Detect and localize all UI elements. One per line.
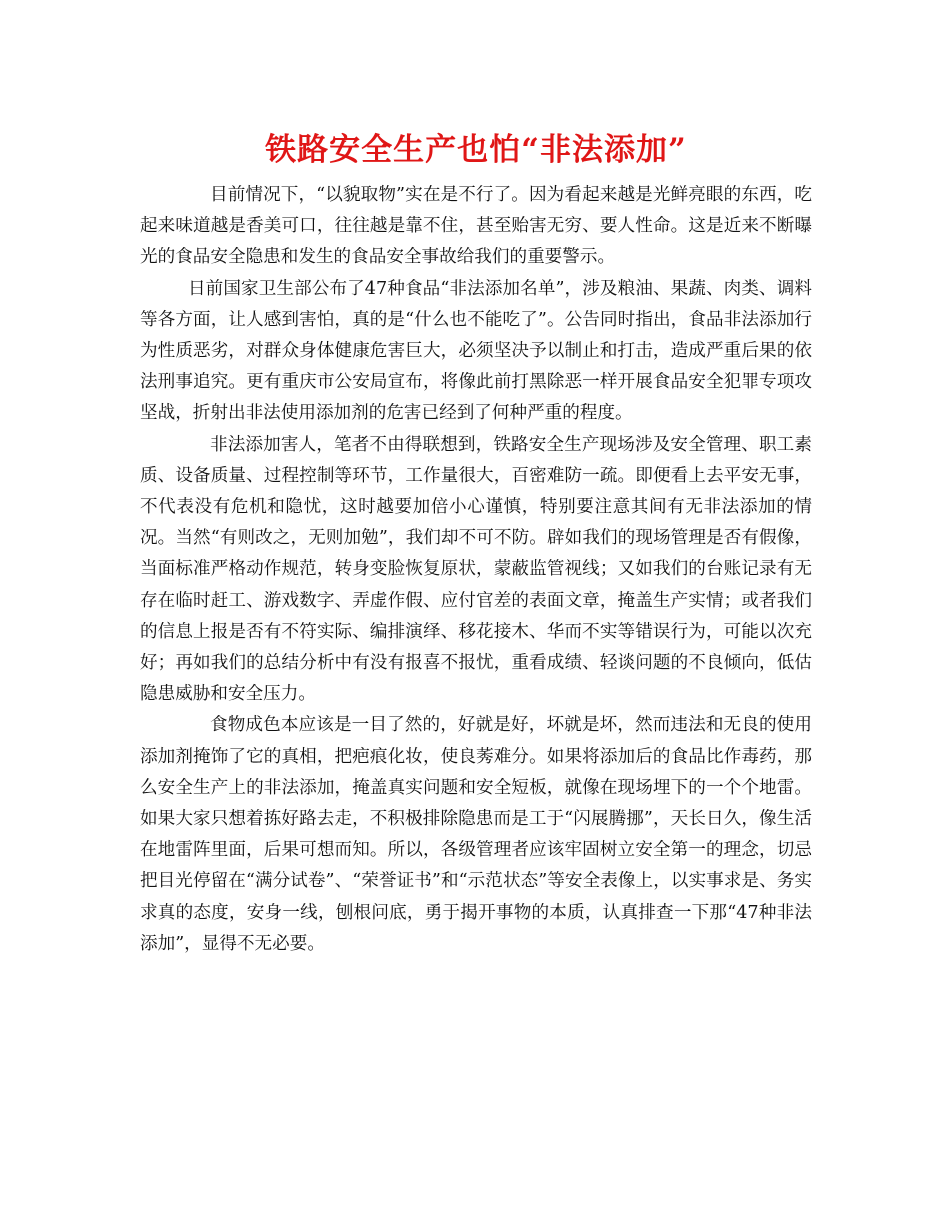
document-title: 铁路安全生产也怕“非法添加”: [265, 132, 687, 168]
paragraph-4: 食物成色本应该是一目了然的，好就是好，坏就是坏，然而违法和无良的使用添加剂掩饰了它的真相，把疤痕化妆，使良莠难分。如果将添加后的食品比作毒药，那么安全生产上的非法添加，掩盖真实问题和安全短板，就像在现场埋下的一个个地雷。如果大家只想着拣好路去走，不积极排除隐患而是工于“闪展腾挪”，天长日久，像生活在地雷阵里面，后果可想而知。所以，各级管理者应该牢固树立安全第一的理念，切忌把目光停留在“满分试卷”、“荣誉证书”和“示范状态”等安全表像上，以实事求是、务实求真的态度，安身一线，刨根问底，勇于揭开事物的本质，认真排查一下那“47种非法添加”，显得不无必要。: [140, 715, 812, 954]
paragraph-2: 日前国家卫生部公布了47种食品“非法添加名单”，涉及粮油、果蔬、肉类、调料等各方面，让人感到害怕，真的是“什么也不能吃了”。公告同时指出，食品非法添加行为性质恶劣，对群众身体健康危害巨大，必须坚决予以制止和打击，造成严重后果的依法刑事追究。更有重庆市公安局宣布，将像此前打黑除恶一样开展食品安全犯罪专项攻坚战，折射出非法使用添加剂的危害已经到了何种严重的程度。: [140, 278, 812, 424]
paragraph-3: 非法添加害人，笔者不由得联想到，铁路安全生产现场涉及安全管理、职工素质、设备质量、过程控制等环节，工作量很大，百密难防一疏。即便看上去平安无事，不代表没有危机和隐忧，这时越要加倍小心谨慎，特别要注意其间有无非法添加的情况。当然“有则改之，无则加勉”，我们却不可不防。辟如我们的现场管理是否有假像，当面标准严格动作规范，转身变脸恢复原状，蒙蔽监管视线；又如我们的台账记录有无存在临时赶工、游戏数字、弄虚作假、应付官差的表面文章，掩盖生产实情；或者我们的信息上报是否有不符实际、编排演绎、移花接木、华而不实等错误行为，可能以次充好；再如我们的总结分析中有没有报喜不报忧，重看成绩、轻谈问题的不良倾向，低估隐患威胁和安全压力。: [140, 434, 812, 705]
paragraph-1: 目前情况下，“以貌取物”实在是不行了。因为看起来越是光鲜亮眼的东西，吃起来味道越是香美可口，往往越是靠不住，甚至贻害无穷、要人性命。这是近来不断曝光的食品安全隐患和发生的食品安全事故给我们的重要警示。: [140, 185, 812, 268]
document-body: [140, 176, 812, 960]
